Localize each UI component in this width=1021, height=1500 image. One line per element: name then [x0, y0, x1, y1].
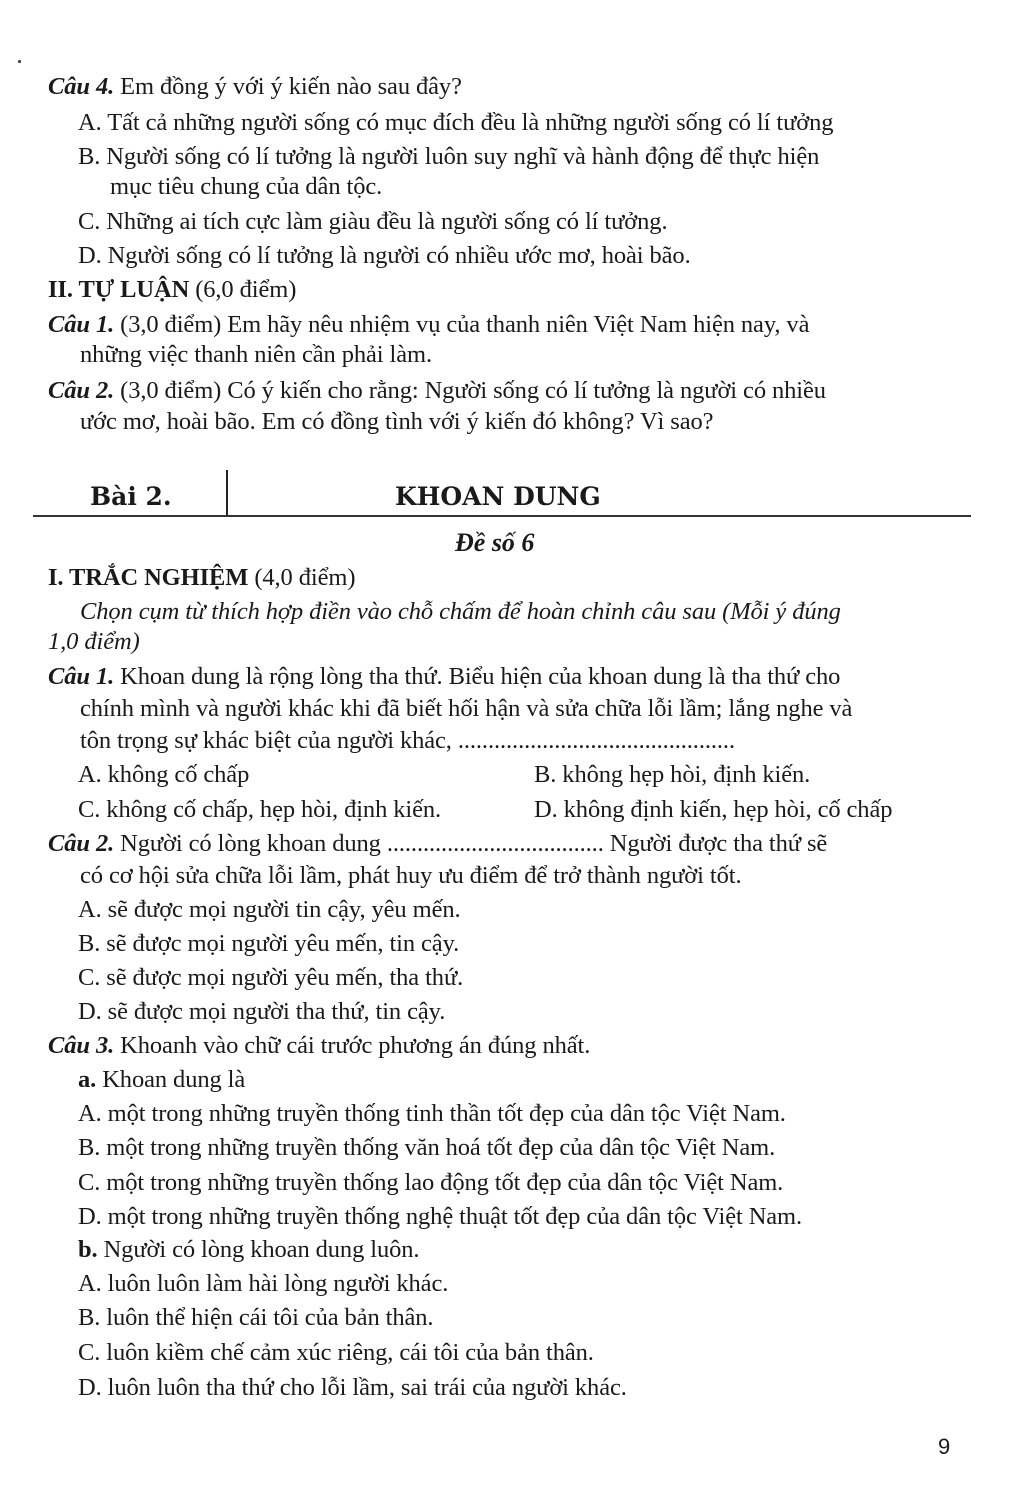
- lesson-title: KHOAN DUNG: [395, 482, 601, 511]
- question-4: [48, 72, 462, 102]
- sub-question-text: Người có lòng khoan dung luôn.: [97, 1236, 420, 1263]
- question-label: Câu 1.: [48, 663, 115, 690]
- option-b: B. không hẹp hòi, định kiến.: [534, 761, 811, 788]
- option-d: D. luôn luôn tha thứ cho lỗi lầm, sai trái của người khác.: [78, 1374, 627, 1401]
- mcq-question-1-line3: tôn trọng sự khác biệt của người khác, ..............................................: [80, 727, 735, 754]
- essay-question-1: [48, 310, 809, 340]
- option-c: C. một trong những truyền thống lao động tốt đẹp của dân tộc Việt Nam.: [78, 1169, 784, 1196]
- option-c: C. Những ai tích cực làm giàu đều là người sống có lí tưởng.: [78, 208, 668, 235]
- sub-question-text: Khoan dung là: [96, 1066, 246, 1093]
- question-label: Câu 3.: [48, 1032, 115, 1059]
- question-text: Em đồng ý với ý kiến nào sau đây?: [114, 73, 462, 100]
- option-a: A. sẽ được mọi người tin cậy, yêu mến.: [78, 896, 461, 923]
- question-label: Câu 4.: [48, 73, 115, 100]
- mcq-question-1-line2: chính mình và người khác khi đã biết hối hận và sửa chữa lỗi lầm; lắng nghe và: [80, 695, 853, 722]
- mcq-question-2: [48, 829, 827, 859]
- mcq-question-2-line2: có cơ hội sửa chữa lỗi lầm, phát huy ưu điểm để trở thành người tốt.: [80, 862, 742, 889]
- sub-question-a: [78, 1065, 245, 1095]
- option-b: B. sẽ được mọi người yêu mến, tin cậy.: [78, 930, 460, 957]
- essay-question-1-cont: những việc thanh niên cần phải làm.: [80, 341, 432, 368]
- option-a: A. một trong những truyền thống tinh thần tốt đẹp của dân tộc Việt Nam.: [78, 1100, 786, 1127]
- scan-speck: [18, 60, 21, 63]
- option-d: D. Người sống có lí tưởng là người có nhiều ước mơ, hoài bão.: [78, 242, 691, 269]
- essay-heading: [48, 275, 296, 305]
- essay-question-2-cont: ước mơ, hoài bão. Em có đồng tình với ý kiến đó không? Vì sao?: [80, 408, 714, 435]
- mcq-heading-bold: I. TRẮC NGHIỆM: [48, 564, 249, 591]
- option-a: A. Tất cả những người sống có mục đích đều là những người sống có lí tưởng: [78, 109, 834, 136]
- header-divider-vertical: [226, 470, 228, 516]
- mcq-instruction-cont: 1,0 điểm): [48, 628, 140, 655]
- option-a: A. không cố chấp: [78, 761, 250, 788]
- sub-question-label: b.: [78, 1236, 98, 1263]
- question-text: (3,0 điểm) Có ý kiến cho rằng: Người sống có lí tưởng là người có nhiều: [114, 377, 826, 404]
- mcq-question-3: [48, 1031, 590, 1061]
- question-label: Câu 2.: [48, 377, 115, 404]
- option-b: B. luôn thể hiện cái tôi của bản thân.: [78, 1304, 434, 1331]
- option-a: A. luôn luôn làm hài lòng người khác.: [78, 1270, 449, 1297]
- option-d: D. một trong những truyền thống nghệ thuật tốt đẹp của dân tộc Việt Nam.: [78, 1203, 803, 1230]
- header-rule: [33, 515, 971, 517]
- essay-question-2: [48, 376, 826, 406]
- lesson-number: Bài 2.: [90, 482, 172, 511]
- option-d: D. sẽ được mọi người tha thứ, tin cậy.: [78, 998, 446, 1025]
- sub-question-label: a.: [78, 1066, 97, 1093]
- mcq-instruction: Chọn cụm từ thích hợp điền vào chỗ chấm để hoàn chỉnh câu sau (Mỗi ý đúng: [80, 598, 841, 625]
- question-label: Câu 2.: [48, 830, 115, 857]
- option-c: C. sẽ được mọi người yêu mến, tha thứ.: [78, 964, 464, 991]
- question-text: Người có lòng khoan dung .................................... Người được tha thứ sẽ: [114, 830, 828, 857]
- question-text: Khoanh vào chữ cái trước phương án đúng nhất.: [114, 1032, 591, 1059]
- essay-heading-bold: II. TỰ LUẬN: [48, 276, 190, 303]
- option-b: B. Người sống có lí tưởng là người luôn suy nghĩ và hành động để thực hiện: [78, 143, 820, 170]
- essay-heading-points: (6,0 điểm): [189, 276, 297, 303]
- option-b-cont: mục tiêu chung của dân tộc.: [110, 173, 383, 200]
- question-text: (3,0 điểm) Em hãy nêu nhiệm vụ của thanh niên Việt Nam hiện nay, và: [114, 311, 810, 338]
- page-number: 9: [938, 1434, 951, 1459]
- option-c: C. không cố chấp, hẹp hòi, định kiến.: [78, 796, 442, 823]
- question-text: Khoan dung là rộng lòng tha thứ. Biểu hiện của khoan dung là tha thứ cho: [114, 663, 841, 690]
- mcq-heading: [48, 563, 355, 593]
- option-d: D. không định kiến, hẹp hòi, cố chấp: [534, 796, 893, 823]
- question-label: Câu 1.: [48, 311, 115, 338]
- exam-number: Đề số 6: [455, 528, 535, 557]
- mcq-question-1: [48, 662, 840, 692]
- sub-question-b: [78, 1235, 419, 1265]
- mcq-heading-points: (4,0 điểm): [248, 564, 356, 591]
- option-b: B. một trong những truyền thống văn hoá tốt đẹp của dân tộc Việt Nam.: [78, 1134, 776, 1161]
- option-c: C. luôn kiềm chế cảm xúc riêng, cái tôi của bản thân.: [78, 1339, 594, 1366]
